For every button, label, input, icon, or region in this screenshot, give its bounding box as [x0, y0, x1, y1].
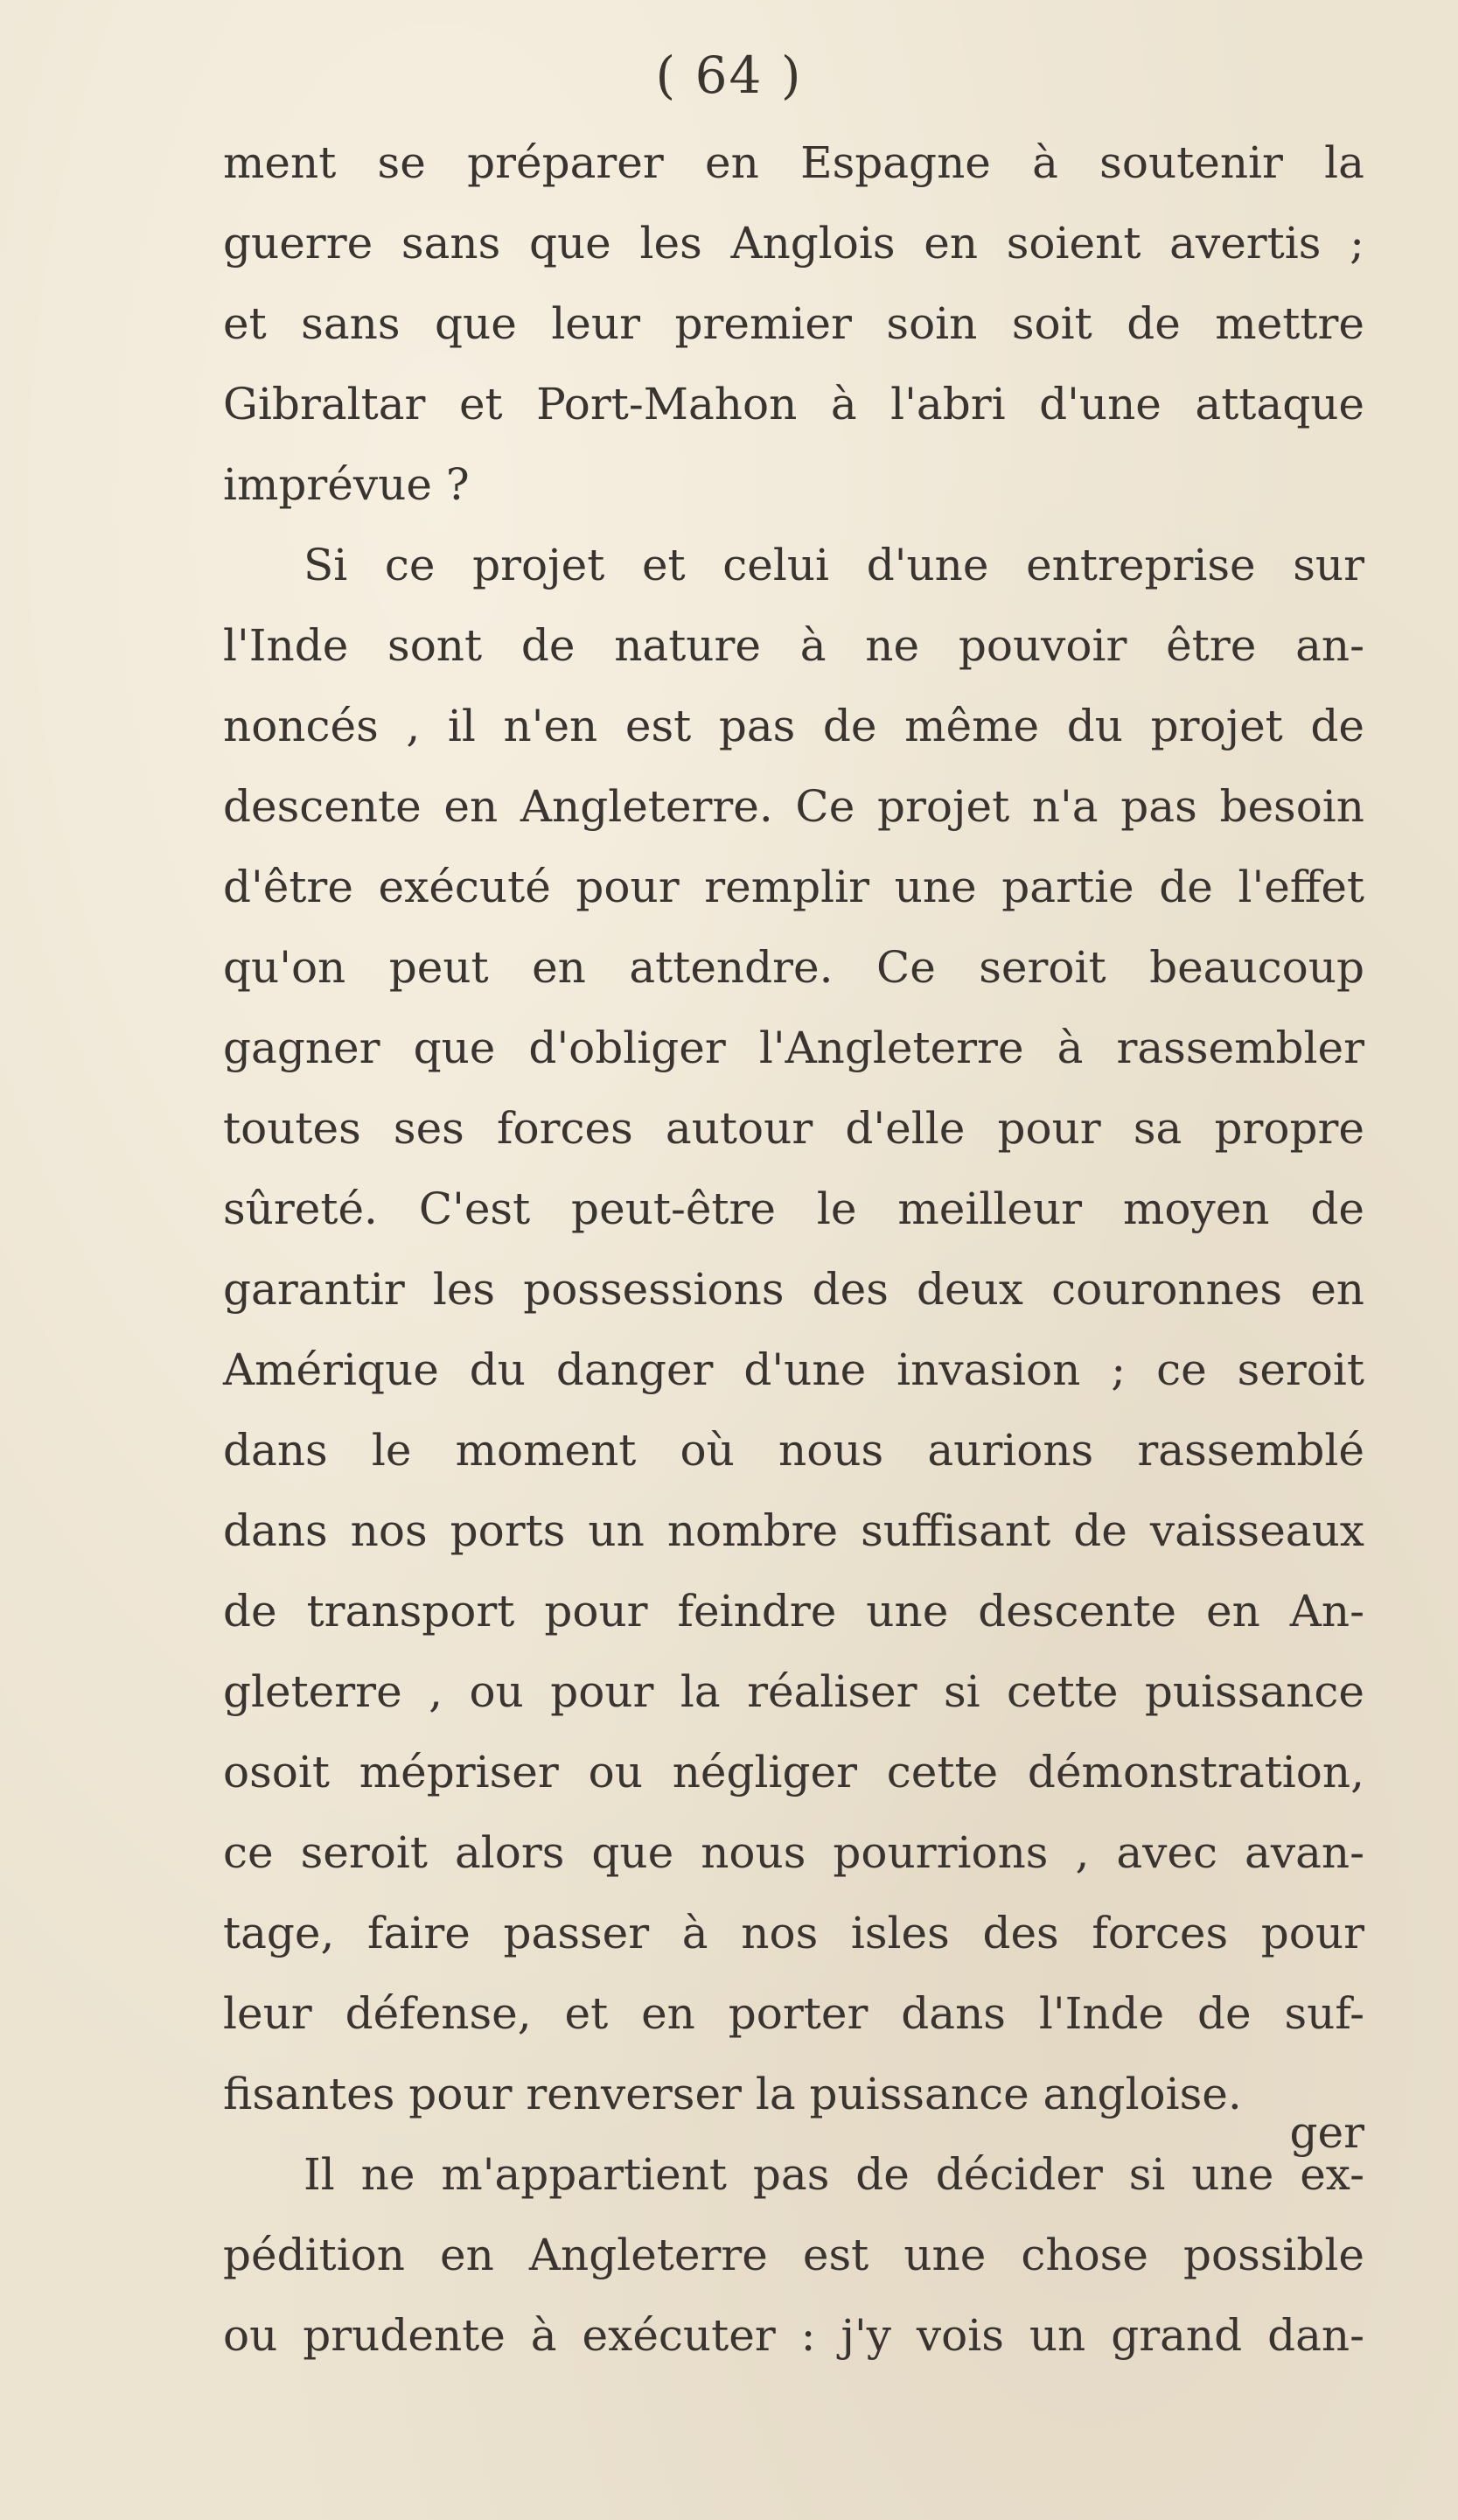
text-line: gleterre , ou pour la réaliser si cette puissance: [223, 1666, 1364, 1717]
text-line: et sans que leur premier soin soit de mettre: [223, 298, 1364, 349]
text-line: l'Inde sont de nature à ne pouvoir être an-: [223, 620, 1364, 671]
text-line: guerre sans que les Anglois en soient avertis ;: [223, 218, 1364, 269]
text-line: osoit mépriser ou négliger cette démonstration,: [223, 1747, 1364, 1798]
text-line: dans le moment où nous aurions rassemblé: [223, 1425, 1364, 1476]
text-line: ment se préparer en Espagne à soutenir la: [223, 137, 1364, 188]
text-line: leur défense, et en porter dans l'Inde de suf-: [223, 1988, 1364, 2039]
text-line: Gibraltar et Port-Mahon à l'abri d'une attaque: [223, 379, 1364, 429]
text-line: de transport pour feindre une descente en An-: [223, 1586, 1364, 1637]
page-number: ( 64 ): [655, 45, 803, 105]
text-line: garantir les possessions des deux couronnes en: [223, 1264, 1364, 1315]
text-line: fisantes pour renverser la puissance angloise.: [223, 2069, 1242, 2119]
catchword: ger: [1289, 2107, 1364, 2158]
text-line: Amérique du danger d'une invasion ; ce seroit: [223, 1344, 1364, 1395]
text-line: dans nos ports un nombre suffisant de vaisseaux: [223, 1505, 1364, 1556]
text-line: noncés , il n'en est pas de même du projet de: [223, 701, 1364, 751]
paragraph-start-line: Il ne m'appartient pas de décider si une ex-: [303, 2149, 1364, 2200]
text-line: qu'on peut en attendre. Ce seroit beaucoup: [223, 942, 1364, 993]
body-text: [223, 122, 1364, 2376]
text-line: toutes ses forces autour d'elle pour sa propre: [223, 1103, 1364, 1154]
text-line: descente en Angleterre. Ce projet n'a pas besoin: [223, 781, 1364, 832]
text-line: gagner que d'obliger l'Angleterre à rassembler: [223, 1023, 1364, 1073]
text-line: imprévue ?: [223, 459, 470, 510]
text-line: sûreté. C'est peut-être le meilleur moyen de: [223, 1183, 1364, 1234]
text-line: ce seroit alors que nous pourrions , avec avan-: [223, 1827, 1364, 1878]
text-line: ou prudente à exécuter : j'y vois un grand dan-: [223, 2310, 1364, 2361]
text-line: tage, faire passer à nos isles des forces pour: [223, 1908, 1364, 1958]
text-line: pédition en Angleterre est une chose possible: [223, 2230, 1364, 2280]
paragraph-start-line: Si ce projet et celui d'une entreprise sur: [303, 540, 1364, 590]
text-line: d'être exécuté pour remplir une partie de l'effet: [223, 862, 1364, 912]
